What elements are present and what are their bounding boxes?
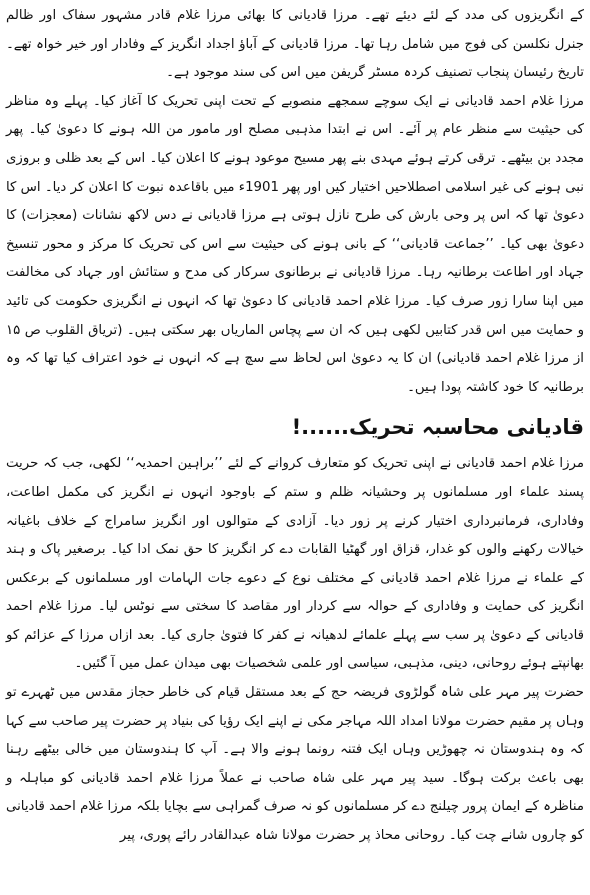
paragraph-movement-history: مرزا غلام احمد قادیانی نے ایک سوچے سمجھے منصوبے کے تحت اپنی تحریک کا آغاز کیا۔ پہلے وہ مناظر کی حیثیت سے منظر عام پر آئے۔ اس نے ابتدا مذہبی مصلح اور مامور من اللہ ہونے کا دعویٰ کیا۔ پھر مجدد بن بیٹھے۔ ترقی کرتے ہوئے مہدی بنے پھر مسیح موعود ہونے کا اعلان کیا۔ اس کے بعد ظلی و بروزی نبی ہونے کی غیر اسلامی اصطلاحیں اختیار کیں اور پھر 1901ء میں باقاعدہ نبوت کا اعلان کر دیا۔ اس کا دعویٰ تھا کہ اس پر وحی بارش کی طرح نازل ہوتی ہے مرزا قادیانی نے دس لاکھ نشانات (معجزات) کا دعویٰ بھی کیا۔ ’’جماعت قادیانی‘‘ کے بانی ہونے کی حیثیت سے اس کی تحریک کا مرکز و محور تنسیخ جہاد اور اطاعت برطانیہ رہا۔ مرزا قادیانی نے برطانوی سرکار کی مدح و ستائش اور جہاد کی مخالفت میں اپنا سارا زور صرف کیا۔ مرزا غلام احمد قادیانی کا دعویٰ تھا کہ انہوں نے انگریزی حکومت کی تائید و حمایت میں اس قدر کتابیں لکھی ہیں کہ ان سے پچاس الماریاں بھر سکتی ہیں۔ (تریاق القلوب ص ۱۵ از مرزا غلام احمد قادیانی) ان کا یہ دعویٰ اس لحاظ سے سچ ہے کہ انہوں نے خود اعتراف کیا تھا کہ وہ برطانیہ کا خود کاشتہ پودا ہیں۔ [6, 93, 584, 395]
paragraph-ulama-response: مرزا غلام احمد قادیانی نے اپنی تحریک کو متعارف کروانے کے لئے ’’براہین احمدیہ‘‘ لکھی، جب کہ حریت پسند علماء اور مسلمانوں پر وحشیانہ ظلم و ستم کے باوجود انہوں نے انگریز کی مکمل اطاعت، وفاداری، فرمانبرداری اختیار کرنے پر زور دیا۔ آزادی کے متوالوں اور انگریز سامراج کے خلاف باغیانہ خیالات رکھنے والوں کو غدار، قزاق اور گھٹیا القابات دے کر انگریز کا حق نمک ادا کیا۔ برصغیر پاک و ہند کے علماء نے مرزا غلام احمد قادیانی کے مختلف نوع کے دعوے جات الہامات اور مسلمانوں کے برعکس انگریز کی حمایت و وفاداری کے حوالہ سے کردار اور مقاصد کا سختی سے نوٹس لیا۔ مرزا غلام احمد قادیانی کے دعویٰ پر سب سے پہلے علمائے لدھیانہ نے کفر کا فتویٰ جاری کیا۔ بعد ازاں مرزا کے عزائم کو بھانپتے ہوئے روحانی، دینی، مذہبی، سیاسی اور علمی شخصیات بھی میدان عمل میں آ گئیں۔ [6, 456, 584, 672]
paragraph-pir-mehr-ali-shah: حضرت پیر مہر علی شاہ گولڑوی فریضہ حج کے بعد مستقل قیام کی خاطر حجاز مقدس میں ٹھہرے تو وہاں پر مقیم حضرت مولانا امداد اللہ مہاجر مکی نے اپنے ایک رؤیا کی بنیاد پر حضرت پیر صاحب سے کہا کہ وہ ہندوستان نہ چھوڑیں وہاں ایک فتنہ رونما ہونے والا ہے۔ آپ کا ہندوستان میں خالی بیٹھے رہنا بھی باعث برکت ہوگا۔ سید پیر مہر علی شاہ صاحب نے عملاً مرزا غلام احمد قادیانی کو مباہلہ و مناظرہ کے ایمان پرور چیلنج دے کر مسلمانوں کو نہ صرف گمراہی سے بچایا بلکہ مرزا غلام احمد قادیانی کو چاروں شانے چت کیا۔ روحانی محاذ پر حضرت مولانا شاہ عبدالقادر رائے پوری، پیر [6, 685, 584, 844]
section-heading: قادیانی محاسبہ تحریک......! [291, 415, 584, 440]
paragraph-intro: کے انگریزوں کی مدد کے لئے دیئے تھے۔ مرزا قادیانی کا بھائی مرزا غلام قادر مشہور سفاک اور ظالم جنرل نکلسن کی فوج میں شامل رہا تھا۔ مرزا قادیانی کے آباؤ اجداد انگریز کے وفادار اور خیر خواہ تھے۔ تاریخ رئیسان پنجاب تصنیف کردہ مسٹر گریفن میں اس کی سند موجود ہے۔ [6, 8, 584, 81]
